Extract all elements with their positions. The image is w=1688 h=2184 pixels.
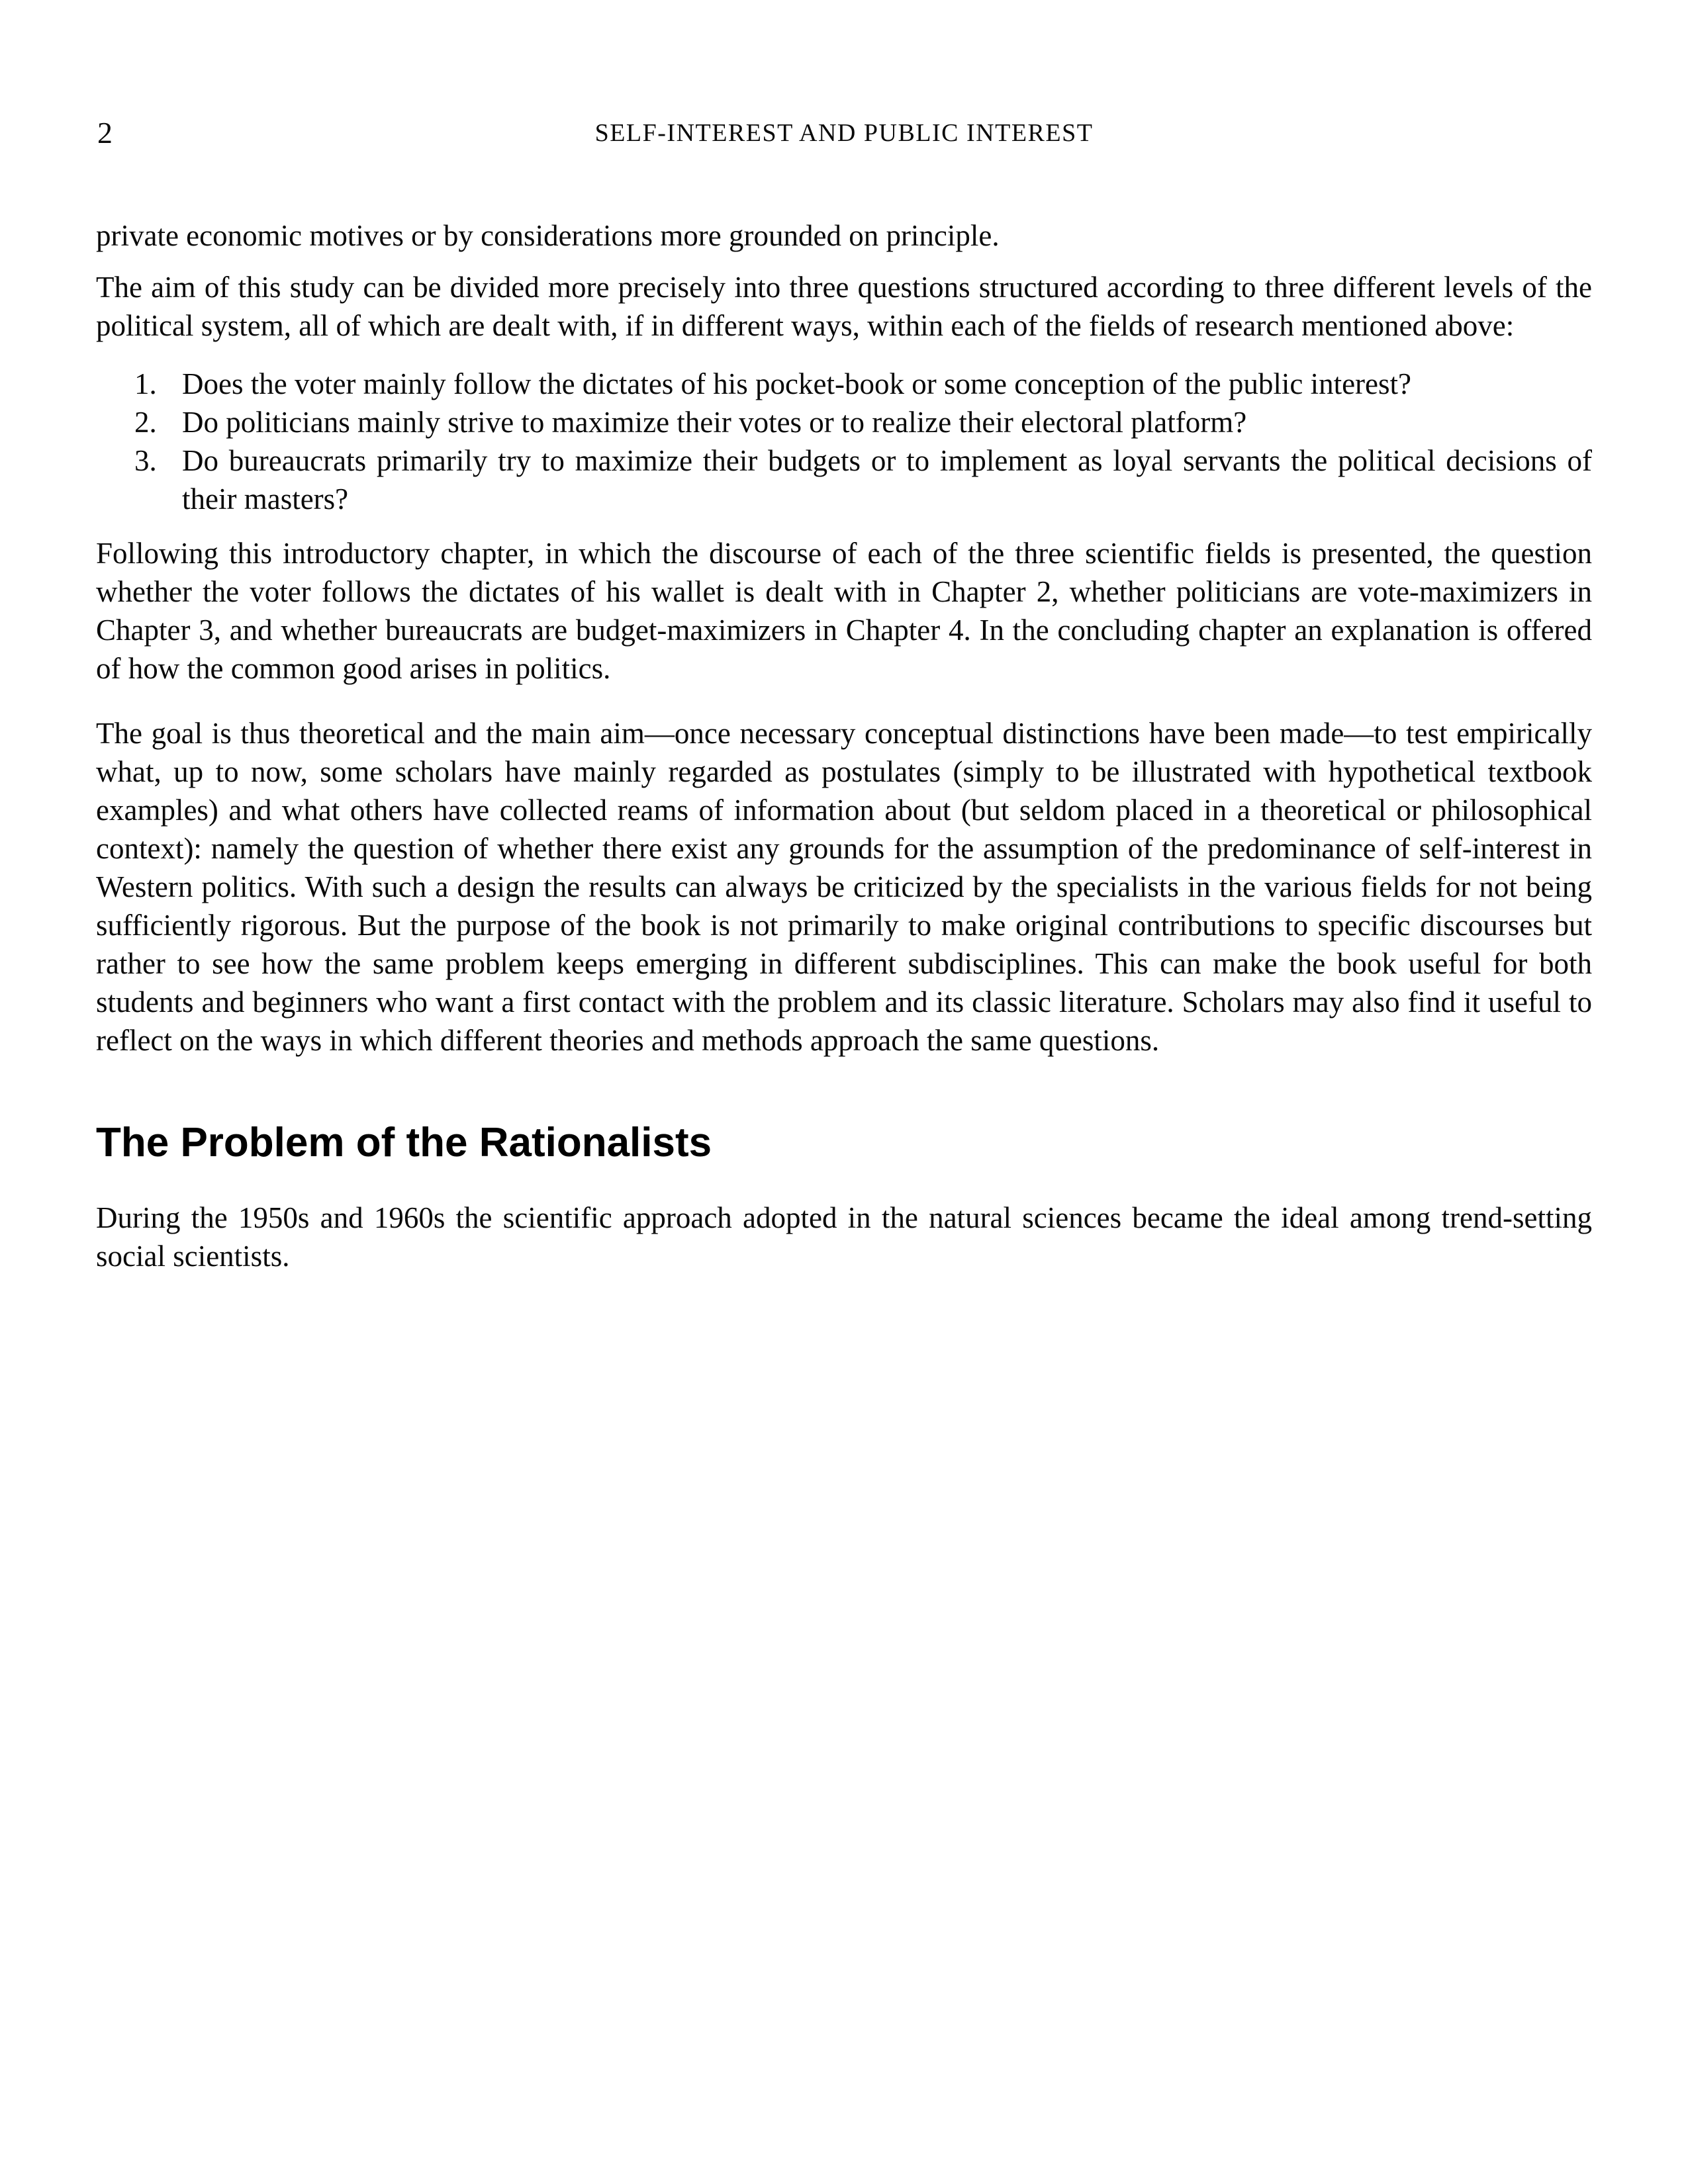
list-item-number: 2. (134, 406, 157, 439)
list-item-text: Do politicians mainly strive to maximize their votes or to realize their electoral platform? (182, 406, 1247, 439)
paragraph-intro-continuation: private economic motives or by considerations more grounded on principle. (96, 219, 1000, 252)
paragraph-goal: The goal is thus theoretical and the main aim—once necessary conceptual distinctions have been made—to test empirically what, up to now, some scholars have mainly regarded as postulates (simply to be illustrated with hypothetical textbook examples) and what others have collected reams of information about (but seldom placed in a theoretical or philosophical context): namely the question of whether there exist any grounds for the assumption of the predominance of self-interest in Western politics. With such a design the results can always be criticized by the specialists in the various fields for not being sufficiently rigorous. But the purpose of the book is not primarily to make original contributions to specific discourses but rather to see how the same problem keeps emerging in different subdisciplines. This can make the book useful for both students and beginners who want a first contact with the problem and its classic literature. Scholars may also find it useful to reflect on the ways in which different theories and methods approach the same questions. (96, 717, 1592, 1057)
section-heading: The Problem of the Rationalists (96, 1120, 712, 1165)
list-item-text: Do bureaucrats primarily try to maximize their budgets or to implement as loyal servants the political decisions of their masters? (182, 444, 1592, 516)
list-item-text: Does the voter mainly follow the dictates of his pocket-book or some conception of the public interest? (182, 367, 1411, 400)
question-list (96, 365, 1592, 518)
running-head-row (96, 116, 1592, 150)
list-item-number: 1. (134, 367, 157, 400)
list-item (96, 441, 1592, 518)
list-item-number: 3. (134, 444, 157, 477)
list-item (96, 365, 1592, 403)
paragraph-study-aim: The aim of this study can be divided more precisely into three questions structured according to three different levels of the political system, all of which are dealt with, if in different ways, within each of the fields of research mentioned above: (96, 271, 1592, 342)
list-item (96, 403, 1592, 441)
paragraph-chapter-outline: Following this introductory chapter, in which the discourse of each of the three scientific fields is presented, the question whether the voter follows the dictates of his wallet is dealt with in Chapter 2, whether politicians are vote-maximizers in Chapter 3, and whether bureaucrats are budget-maximizers in Chapter 4. In the concluding chapter an explanation is offered of how the common good arises in politics. (96, 537, 1592, 685)
text-column (96, 0, 1592, 1275)
running-header: SELF-INTEREST AND PUBLIC INTEREST (594, 119, 1094, 147)
paragraph-rationalists-intro: During the 1950s and 1960s the scientific approach adopted in the natural sciences became the ideal among trend-setting social scientists. (96, 1201, 1592, 1273)
page-number: 2 (97, 116, 113, 150)
